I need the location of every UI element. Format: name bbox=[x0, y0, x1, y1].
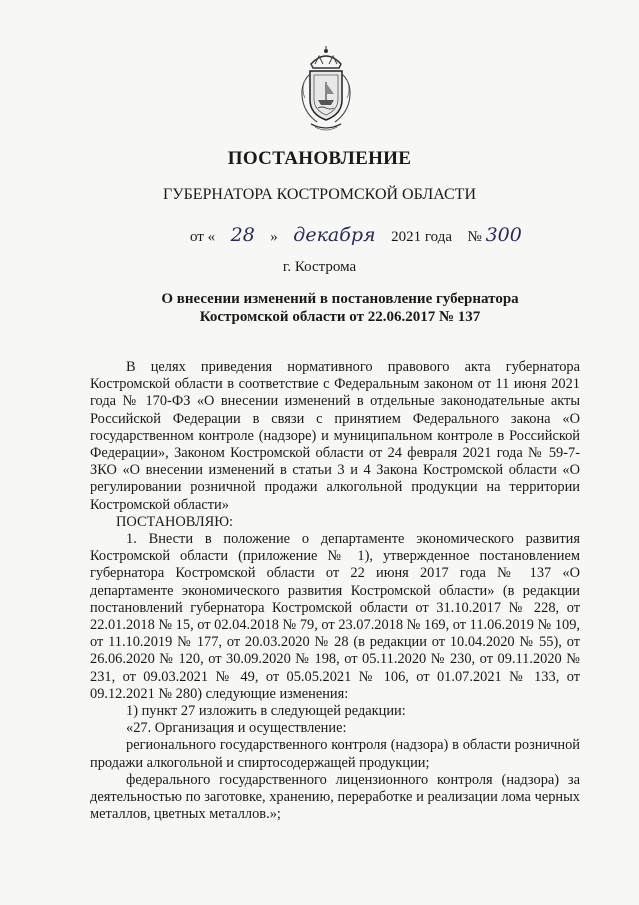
document-number: 300 bbox=[485, 224, 522, 246]
subitem-1-paragraph: 1) пункт 27 изложить в следующей редакции: bbox=[126, 703, 406, 720]
document-body bbox=[90, 359, 580, 823]
date-year: 2021 года bbox=[391, 229, 452, 245]
heading-line-1: О внесении изменений в постановление губернатора bbox=[161, 291, 519, 307]
preamble-paragraph: В целях приведения нормативного правового акта губернатора Костромской области в соответствие с Федеральным законом от 11 июня 2021 года № 170-ФЗ «О внесении изменений в отдельные законодательные акты Российской Федерации в связи с принятием Федерального закона «О государственном контроле (надзоре) и муниципальном контроле в Российской Федерации», Законом Костромской области от 24 февраля 2021 года № 59-7-ЗКО «О внесении изменений в статьи 3 и 4 Закона Костромской области «О регулировании розничной продажи алкогольной продукции на территории Костромской области» bbox=[90, 359, 580, 513]
heading-line-2: Костромской области от 22.06.2017 № 137 bbox=[199, 309, 481, 325]
date-day: 28 bbox=[230, 224, 255, 246]
clause-27-paragraph: «27. Организация и осуществление: bbox=[126, 720, 347, 737]
date-month: декабря bbox=[293, 224, 376, 246]
resolve-paragraph: ПОСТАНОВЛЯЮ: bbox=[116, 513, 234, 530]
date-num-label: № bbox=[467, 229, 482, 245]
federal-control-paragraph: федерального государственного лицензионного контроля (надзора) за деятельностью по заготовке, хранению, переработке и реализации лома черных металлов, цветных металлов.»; bbox=[90, 771, 580, 823]
coat-of-arms-emblem bbox=[293, 44, 359, 134]
date-mid: » bbox=[270, 229, 278, 245]
date-prefix: от « bbox=[190, 229, 216, 245]
document-subtitle: ГУБЕРНАТОРА КОСТРОМСКОЙ ОБЛАСТИ bbox=[162, 186, 476, 203]
document-date-line bbox=[190, 224, 522, 246]
regional-control-paragraph: регионального государственного контроля (надзора) в области розничной продажи алкогольной и спиртосодержащей продукции; bbox=[90, 737, 580, 771]
item-1-paragraph: 1. Внести в положение о департаменте экономического развития Костромской области (приложение № 1), утвержденное постановлением губернатора Костромской области от 22 июня 2017 года № 137 «О департаменте экономического развития Костромской области» (в редакции постановлений губернатора Костромской области от 31.10.2017 № 228, от 22.01.2018 № 15, от 02.04.2018 № 79, от 23.07.2018 № 169, от 11.06.2019 № 109, от 11.10.2019 № 177, от 20.03.2020 № 28 (в редакции от 10.04.2020 № 55), от 26.06.2020 № 120, от 30.09.2020 № 198, от 05.11.2020 № 230, от 09.11.2020 № 231, от 09.03.2021 № 49, от 05.05.2021 № 106, от 01.07.2021 № 133, от 09.12.2021 № 280) следующие изменения: bbox=[90, 531, 581, 702]
document-city: г. Кострома bbox=[282, 259, 357, 275]
document-heading bbox=[120, 290, 560, 326]
document-title: ПОСТАНОВЛЕНИЕ bbox=[227, 148, 412, 169]
